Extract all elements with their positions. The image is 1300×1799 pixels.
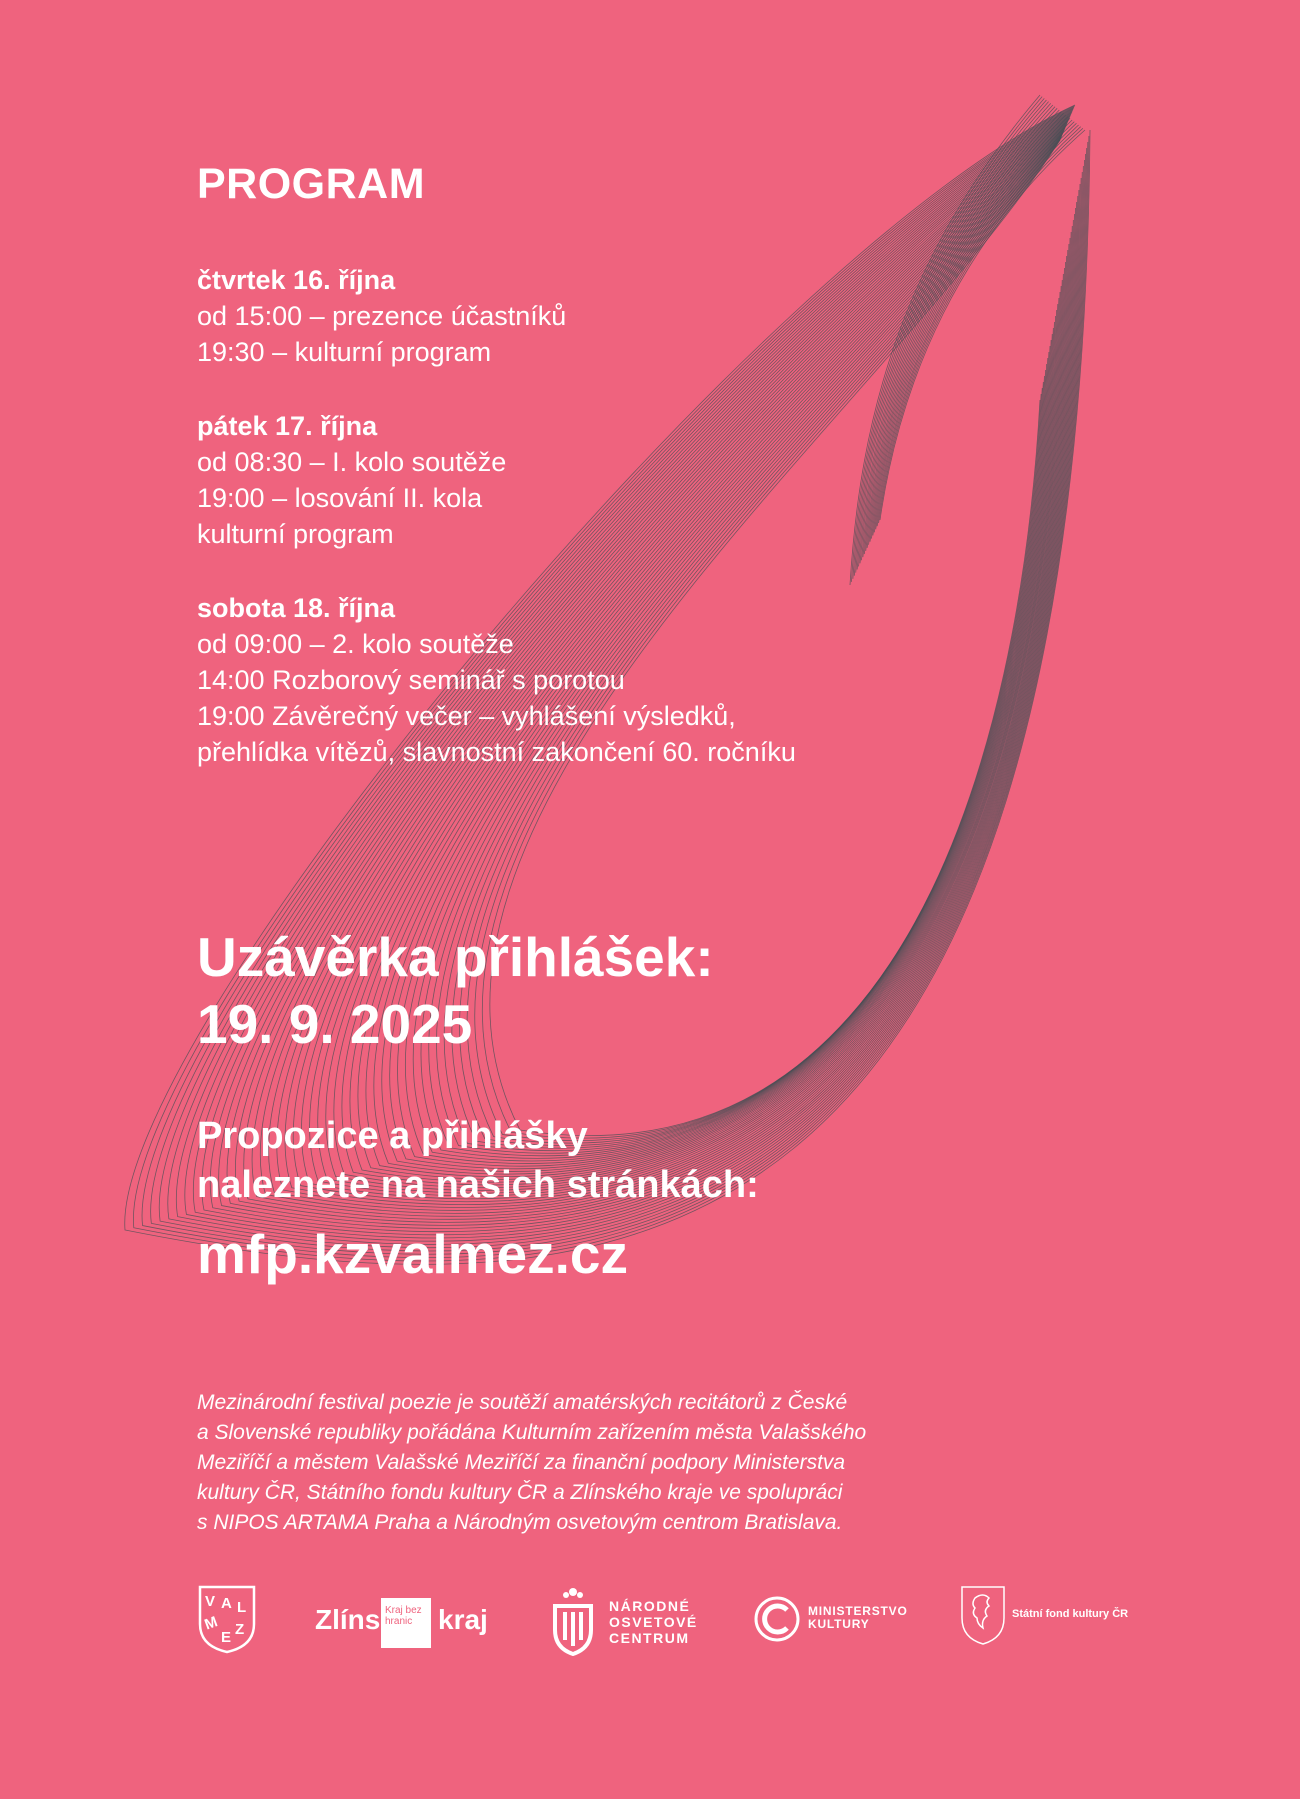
deadline-date: 19. 9. 2025 [197, 993, 473, 1055]
program-title: PROGRAM [197, 160, 426, 208]
day-line: 14:00 Rozborový seminář s porotou [197, 665, 625, 695]
mk-line: KULTURY [808, 1617, 870, 1631]
info-line: naleznete na našich stránkách: [197, 1164, 759, 1206]
day-line: 19:00 Závěrečný večer – vyhlášení výsledků, [197, 701, 736, 731]
state-culture-fund-logo [959, 1584, 1139, 1648]
day-thursday [197, 262, 566, 370]
wave-fold-line [859, 105, 1053, 566]
info-line: Propozice a přihlášky [197, 1115, 588, 1157]
deadline-label: Uzávěrka přihlášek: [197, 926, 714, 988]
day-line: od 09:00 – 2. kolo soutěže [197, 629, 514, 659]
info-text [197, 1112, 759, 1210]
svg-text:M: M [202, 1613, 220, 1634]
valmez-shield-logo [197, 1584, 257, 1654]
sfk-text: Státní fond kultury ČR [1012, 1608, 1129, 1620]
mk-circle-logo [752, 1594, 802, 1644]
day-line: kulturní program [197, 519, 394, 549]
noc-text [609, 1598, 698, 1646]
day-title: sobota 18. října [197, 593, 396, 623]
noc-logo [549, 1584, 759, 1658]
day-line: od 08:30 – I. kolo soutěže [197, 447, 507, 477]
svg-text:Z: Z [235, 1621, 245, 1638]
day-line: přehlídka vítězů, slavnostní zakončení 60. ročníku [197, 737, 796, 767]
zlin-box: Kraj bez hranic [381, 1598, 431, 1648]
svg-text:E: E [221, 1629, 232, 1646]
mk-line: MINISTERSTVO [808, 1604, 908, 1618]
mk-text [808, 1605, 908, 1631]
svg-text:L: L [237, 1599, 247, 1616]
noc-emblem [549, 1584, 597, 1656]
about-line: Meziříčí a městem Valašské Meziříčí za finanční podpory Ministerstva [197, 1451, 846, 1474]
zlin-word: kraj [438, 1604, 488, 1635]
about-line: s NIPOS ARTAMA Praha a Národným osvetovým centrom Bratislava. [197, 1511, 843, 1534]
ministry-culture-logo [752, 1594, 932, 1654]
noc-line: CENTRUM [609, 1630, 690, 1646]
day-title: čtvrtek 16. října [197, 265, 396, 295]
about-text [197, 1388, 997, 1538]
noc-line: OSVETOVÉ [609, 1614, 698, 1630]
about-line: kultury ČR, Státního fondu kultury ČR a Zlínského kraje ve spolupráci [197, 1481, 843, 1504]
day-line: 19:30 – kulturní program [197, 337, 492, 367]
lion-shield-logo [959, 1584, 1007, 1646]
day-line: 19:00 – losování II. kola [197, 483, 483, 513]
day-saturday [197, 590, 796, 770]
svg-text:A: A [221, 1595, 232, 1612]
day-line: od 15:00 – prezence účastníků [197, 301, 567, 331]
website-link[interactable]: mfp.kzvalmez.cz [197, 1223, 629, 1285]
day-title: pátek 17. října [197, 411, 378, 441]
partner-logos [197, 1584, 1297, 1664]
deadline [197, 924, 714, 1058]
valmez-logo [197, 1584, 257, 1654]
svg-text:V: V [205, 1593, 216, 1610]
about-line: Mezinárodní festival poezie je soutěží amatérských recitátorů z České [197, 1391, 848, 1414]
zlin-word: Zlíns [315, 1604, 381, 1635]
day-friday [197, 408, 506, 552]
about-line: a Slovenské republiky pořádána Kulturním zařízením města Valašského [197, 1421, 867, 1444]
noc-line: NÁRODNÉ [609, 1598, 691, 1614]
